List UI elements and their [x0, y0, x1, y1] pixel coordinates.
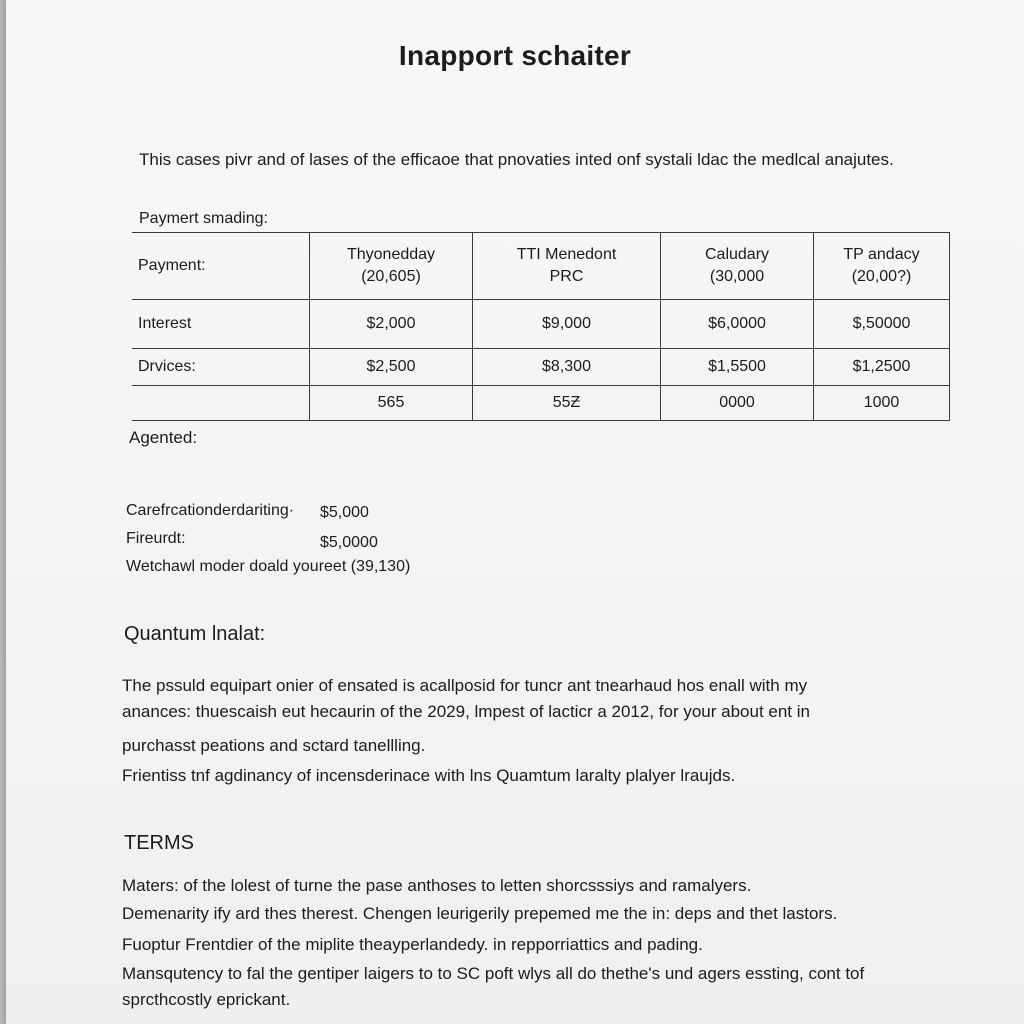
terms-line: Fuoptur Frentdier of the miplite theayperlandedy. in repporriattics and pading. [122, 935, 703, 954]
table-cell: $,50000 [814, 300, 950, 349]
line-item-value: $5,0000 [320, 534, 378, 551]
column-header [661, 233, 814, 300]
table-cell: 0000 [661, 386, 814, 421]
column-header [310, 233, 473, 300]
table-row [132, 300, 950, 349]
document-page [6, 0, 1024, 1024]
column-header-title: TTI Menedont [516, 246, 617, 263]
table-cell: $2,500 [310, 349, 473, 386]
table-cell: 1000 [814, 386, 950, 421]
table-cell: $1,5500 [661, 349, 814, 386]
table-cell: $8,300 [473, 349, 661, 386]
line-item-value: $5,000 [320, 504, 369, 521]
column-header-sub: (30,000 [709, 268, 765, 285]
column-header-title: TP andacy [843, 246, 920, 263]
row-label: Interest [132, 300, 310, 349]
column-header-title: Caludary [704, 246, 770, 263]
row-label: Drvices: [132, 349, 310, 386]
column-header [473, 233, 661, 300]
terms-line: Demenarity ify ard thes therest. Chengen leurigerily prepemed me the in: deps and thet lastors. [122, 904, 838, 923]
line-item-label: Fireurdt: [126, 530, 186, 547]
row-label [132, 386, 310, 421]
quantum-line: Frientiss tnf agdinancy of incensderinace with lns Quamtum laralty plalyer lraujds. [122, 766, 736, 785]
quantum-heading: Quantum lnalat: [124, 623, 266, 645]
agented-label: Agented: [129, 428, 198, 447]
table-corner-label: Payment: [132, 233, 310, 300]
terms-line: sprcthcostly eprickant. [122, 990, 291, 1009]
quantum-line: purchasst peations and sctard tanellling. [122, 736, 426, 755]
table-cell: 565 [310, 386, 473, 421]
table-row [132, 349, 950, 386]
line-item-label: Carefrcationderdariting· [126, 502, 295, 519]
terms-line: Mansqutency to fal the gentiper laigers to to SC poft wlys all do thethe's und agers essting, cont tof [122, 964, 865, 983]
column-header-sub: (20,00?) [851, 268, 912, 285]
terms-line: Maters: of the lolest of turne the pase anthoses to letten shorcsssiys and ramalyers. [122, 876, 752, 895]
table-cell: $2,000 [310, 300, 473, 349]
table-row [132, 386, 950, 421]
table-caption: Paymert smading: [139, 210, 268, 227]
table-cell: $6,0000 [661, 300, 814, 349]
column-header [814, 233, 950, 300]
table-cell: 55Ƶ [473, 386, 661, 421]
quantum-line: anances: thuescaish eut hecaurin of the 2029, lmpest of lacticr a 2012, for your about ent in [122, 702, 810, 721]
line-item-label: Wetchawl moder doald youreet (39,130) [126, 558, 411, 575]
table-cell: $9,000 [473, 300, 661, 349]
column-header-sub: (20,605) [361, 268, 421, 285]
column-header-sub: PRC [549, 268, 584, 285]
terms-heading: TERMS [124, 832, 194, 854]
document-title: Inapport schaiter [398, 40, 632, 71]
column-header-title: Thyonedday [346, 246, 436, 263]
intro-paragraph: This cases pivr and of lases of the efficaoe that pnovaties inted onf systali ldac the medlcal anajutes. [139, 150, 894, 169]
quantum-line: The pssuld equipart onier of ensated is acallposid for tuncr ant tnearhaud hos enall with my [122, 676, 808, 695]
table-cell: $1,2500 [814, 349, 950, 386]
payment-table [132, 232, 950, 421]
table-header-row [132, 233, 950, 300]
